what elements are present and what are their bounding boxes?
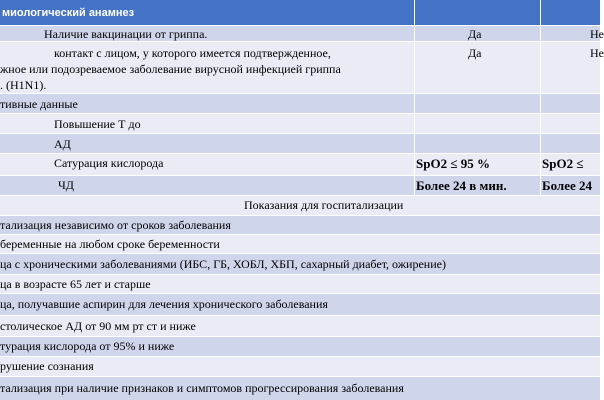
- table-row: [0, 134, 600, 154]
- indication-text: ца, получавшие аспирин для лечения хронического заболевания: [0, 297, 328, 311]
- section-title-epid: миологический анамнез: [2, 7, 135, 19]
- row-label: АД: [54, 137, 71, 151]
- list-item: [0, 235, 600, 254]
- table-row: [0, 114, 600, 134]
- row-divider: [0, 253, 600, 254]
- indication-text: ца с хроническими заболеваниями (ИБС, ГБ, ХОБЛ, ХБП, сахарный диабет, ожирение): [0, 257, 446, 271]
- indication-text: турация кислорода от 95% и ниже: [0, 339, 175, 353]
- row-label-line: контакт с лицом, у которого имеется подтвержденное,: [54, 46, 331, 60]
- row-divider: [0, 215, 600, 216]
- indication-text: тализация при наличие признаков и симптомов прогрессирования заболевания: [0, 381, 404, 395]
- answer-no: Не: [590, 46, 604, 60]
- criterion-value: Более 24 в мин.: [416, 178, 507, 193]
- row-divider: [0, 41, 600, 42]
- row-label: ЧД: [58, 178, 74, 192]
- row-divider: [0, 153, 600, 154]
- row-label-line: . (H1N1).: [0, 78, 47, 92]
- row-divider: [0, 93, 600, 94]
- column-divider: [414, 0, 415, 196]
- answer-yes: Да: [468, 27, 482, 41]
- row-label: Сатурация кислорода: [54, 156, 164, 170]
- section-row-indications: [0, 196, 600, 216]
- section-row-objective: [0, 94, 600, 114]
- answer-no: Не: [590, 27, 604, 41]
- list-item: [0, 357, 600, 377]
- table-row: [0, 42, 604, 94]
- section-title-indications: Показания для госпитализации: [244, 198, 404, 212]
- criterion-value: SpO2 ≤ 95 %: [416, 156, 490, 171]
- row-divider: [0, 133, 600, 134]
- section-title-objective: тивные данные: [0, 97, 78, 111]
- row-divider: [0, 315, 600, 316]
- list-item: [0, 294, 600, 316]
- row-label: Наличие вакцинации от гриппа.: [44, 27, 208, 41]
- table-row: [0, 154, 600, 176]
- header-row-epid: [0, 0, 600, 26]
- indication-text: ца в возрасте 65 лет и старше: [0, 277, 151, 291]
- row-divider: [0, 25, 600, 26]
- row-divider: [0, 376, 600, 377]
- row-divider: [0, 293, 600, 294]
- row-divider: [0, 175, 600, 176]
- row-label: Повышение Т до: [54, 117, 141, 131]
- list-item: [0, 316, 600, 337]
- table-row: [0, 176, 600, 196]
- table-row: [0, 26, 604, 42]
- criterion-value: Более 24: [542, 178, 593, 193]
- row-divider: [0, 274, 600, 275]
- row-divider: [0, 234, 600, 235]
- answer-yes: Да: [468, 46, 482, 60]
- indication-text: беременные на любом сроке беременности: [0, 237, 220, 251]
- row-divider: [0, 195, 600, 196]
- indication-text: тализация независимо от сроков заболевания: [0, 218, 231, 232]
- row-divider: [0, 336, 600, 337]
- list-item: [0, 275, 600, 294]
- list-item: [0, 254, 600, 275]
- row-label-line: жное или подозреваемое заболевание вирусной инфекцией гриппа: [0, 62, 341, 76]
- column-divider: [540, 0, 541, 196]
- row-divider: [0, 113, 600, 114]
- list-item: [0, 216, 600, 235]
- indication-text: рушение сознания: [0, 359, 94, 373]
- list-item: [0, 377, 600, 400]
- list-item: [0, 337, 600, 357]
- indication-text: столическое АД от 90 мм рт ст и ниже: [0, 319, 196, 333]
- row-divider: [0, 356, 600, 357]
- criterion-value: SpO2 ≤: [542, 156, 584, 171]
